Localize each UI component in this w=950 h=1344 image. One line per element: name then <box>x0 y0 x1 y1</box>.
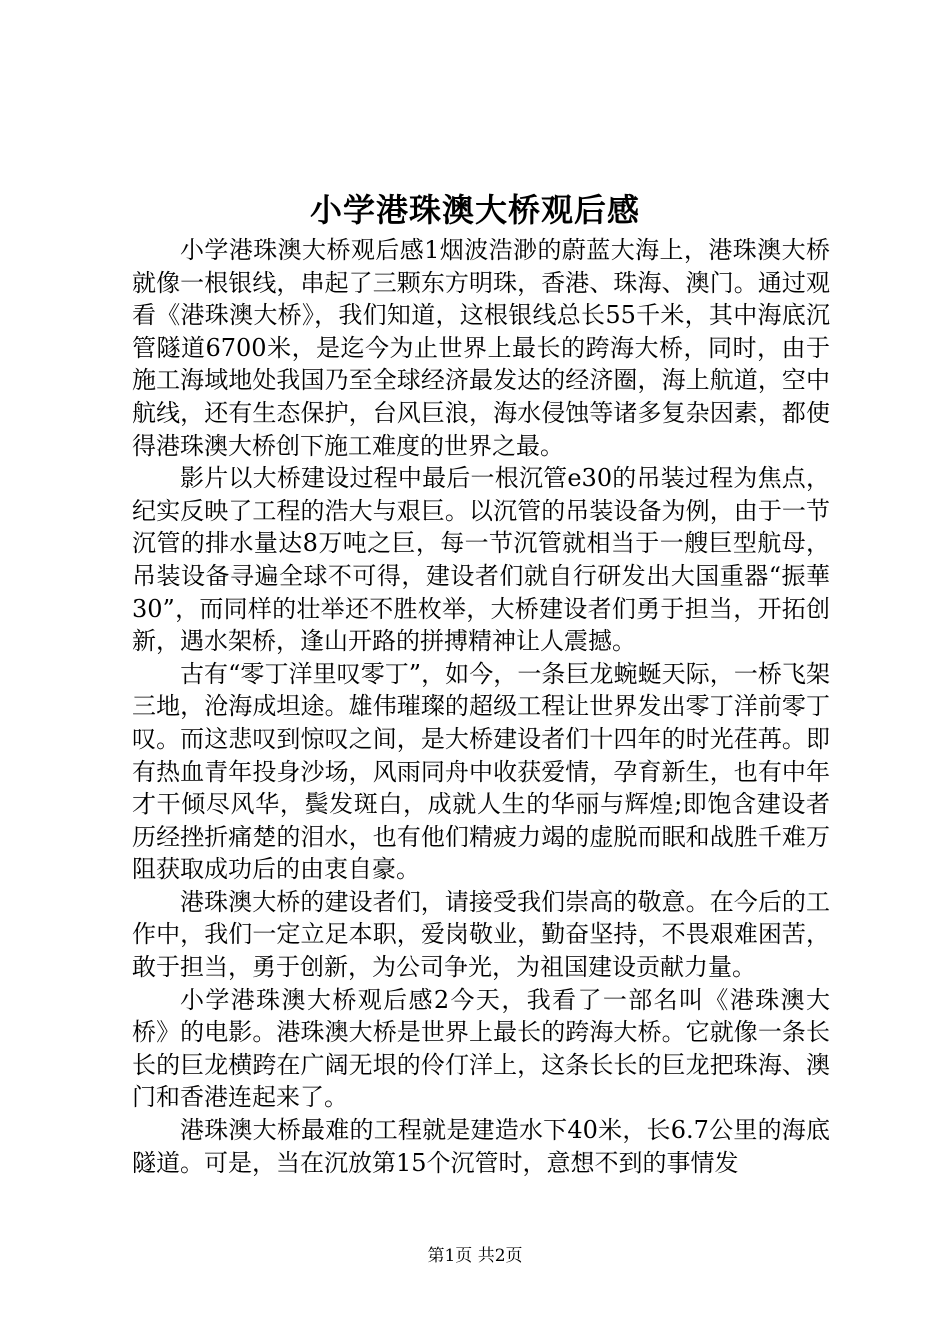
paragraph-3: 古有“零丁洋里叹零丁”，如今，一条巨龙蜿蜒天际，一桥飞架三地，沧海成坦途。雄伟璀璨的超级工程让世界发出零丁洋前零丁叹。而这悲叹到惊叹之间，是大桥建设者们十四年的时光荏苒。即有热血青年投身沙场，风雨同舟中收获爱情，孕育新生，也有中年才干倾尽风华，鬓发斑白，成就人生的华丽与辉煌;即饱含建设者历经挫折痛楚的泪水，也有他们精疲力竭的虚脱而眠和战胜千难万阻获取成功后的由衷自豪。 <box>132 659 830 884</box>
paragraph-2: 影片以大桥建设过程中最后一根沉管e30的吊装过程为焦点，纪实反映了工程的浩大与艰巨。以沉管的吊装设备为例，由于一节沉管的排水量达8万吨之巨，每一节沉管就相当于一艘巨型航母，吊装设备寻遍全球不可得，建设者们就自行研发出大国重器“振華30”，而同样的壮举还不胜枚举，大桥建设者们勇于担当，开拓创新，遇水架桥，逢山开路的拼搏精神让人震撼。 <box>132 464 830 656</box>
paragraph-5: 小学港珠澳大桥观后感2今天，我看了一部名叫《港珠澳大桥》的电影。港珠澳大桥是世界上最长的跨海大桥。它就像一条长长的巨龙横跨在广阔无垠的伶仃洋上，这条长长的巨龙把珠海、澳门和香港连起来了。 <box>132 985 830 1112</box>
paragraph-6: 港珠澳大桥最难的工程就是建造水下40米，长6.7公里的海底隧道。可是，当在沉放第15个沉管时，意想不到的事情发 <box>132 1116 830 1177</box>
paragraph-4: 港珠澳大桥的建设者们，请接受我们崇高的敬意。在今后的工作中，我们一定立足本职，爱岗敬业，勤奋坚持，不畏艰难困苦，敢于担当，勇于创新，为公司争光，为祖国建设贡献力量。 <box>132 887 830 982</box>
page-title: 小学港珠澳大桥观后感 <box>309 191 640 229</box>
page-number-footer: 第1页 共2页 <box>427 1246 523 1266</box>
document-body <box>132 234 830 1179</box>
paragraph-1: 小学港珠澳大桥观后感1烟波浩渺的蔚蓝大海上，港珠澳大桥就像一根银线，串起了三颗东方明珠，香港、珠海、澳门。通过观看《港珠澳大桥》，我们知道，这根银线总长55千米，其中海底沉管隧道6700米，是迄今为止世界上最长的跨海大桥，同时，由于施工海域地处我国乃至全球经济最发达的经济圈，海上航道，空中航线，还有生态保护，台风巨浪，海水侵蚀等诸多复杂因素，都使得港珠澳大桥创下施工难度的世界之最。 <box>132 236 830 460</box>
